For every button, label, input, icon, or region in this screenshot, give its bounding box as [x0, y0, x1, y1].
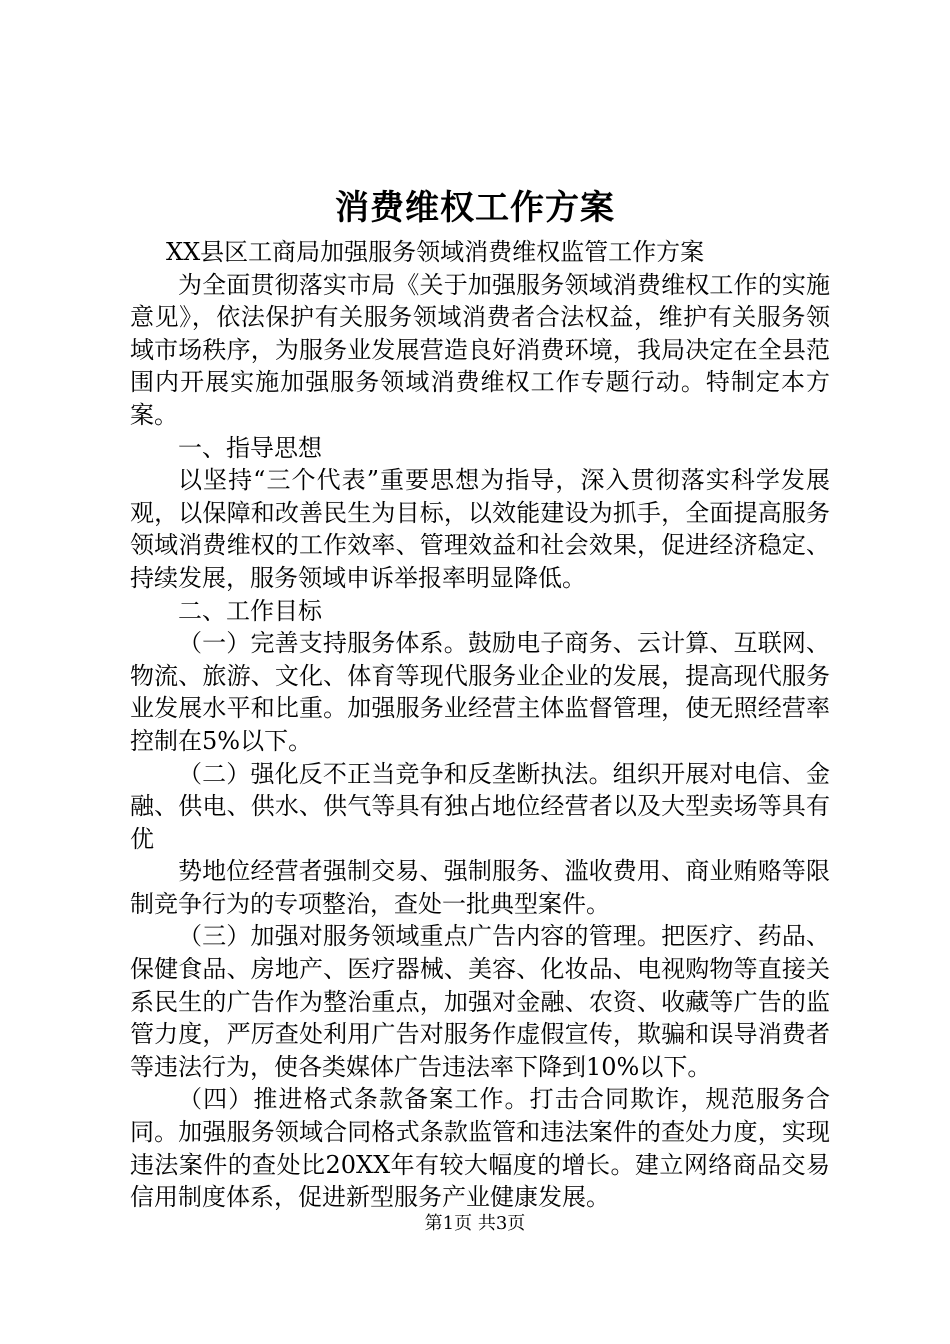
document-title: 消费维权工作方案: [335, 188, 615, 228]
goal-paragraph-3: （三）加强对服务领域重点广告内容的管理。把医疗、药品、保健食品、房地产、医疗器械、美容、化妆品、电视购物等直接关系民生的广告作为整治重点，加强对金融、农资、收藏等广告的监管力度，严厉查处利用广告对服务作虚假宣传，欺骗和误导消费者等违法行为，使各类媒体广告违法率下降到10%以下。: [130, 922, 830, 1081]
document-body: [130, 236, 830, 1214]
goal-paragraph-1: （一）完善支持服务体系。鼓励电子商务、云计算、互联网、物流、旅游、文化、体育等现代服务业企业的发展，提高现代服务业发展水平和比重。加强服务业经营主体监督管理，使无照经营率控制在5%以下。: [130, 629, 830, 755]
goal-paragraph-2-continued: 势地位经营者强制交易、强制服务、滥收费用、商业贿赂等限制竞争行为的专项整治，查处一批典型案件。: [130, 857, 830, 918]
page-number-footer: 第1页 共3页: [424, 1213, 526, 1234]
intro-paragraph: 为全面贯彻落实市局《关于加强服务领域消费维权工作的实施意见》，依法保护有关服务领域消费者合法权益，维护有关服务领域市场秩序，为服务业发展营造良好消费环境，我局决定在全县范围内开展实施加强服务领域消费维权工作专题行动。特制定本方案。: [130, 270, 830, 429]
section-heading-work-goals: 二、工作目标: [178, 596, 322, 625]
goal-paragraph-2: （二）强化反不正当竞争和反垄断执法。组织开展对电信、金融、供电、供水、供气等具有独占地位经营者以及大型卖场等具有优: [130, 759, 830, 853]
section-heading-guiding-ideology: 一、指导思想: [178, 433, 322, 462]
document-subtitle: XX县区工商局加强服务领域消费维权监管工作方案: [166, 238, 705, 266]
guiding-ideology-paragraph: 以坚持“三个代表”重要思想为指导，深入贯彻落实科学发展观，以保障和改善民生为目标，以效能建设为抓手，全面提高服务领域消费维权的工作效率、管理效益和社会效果，促进经济稳定、持续发展，服务领域申诉举报率明显降低。: [130, 466, 830, 592]
goal-paragraph-4: （四）推进格式条款备案工作。打击合同欺诈，规范服务合同。加强服务领域合同格式条款监管和违法案件的查处力度，实现违法案件的查处比20XX年有较大幅度的增长。建立网络商品交易信用制度体系，促进新型服务产业健康发展。: [130, 1085, 830, 1212]
